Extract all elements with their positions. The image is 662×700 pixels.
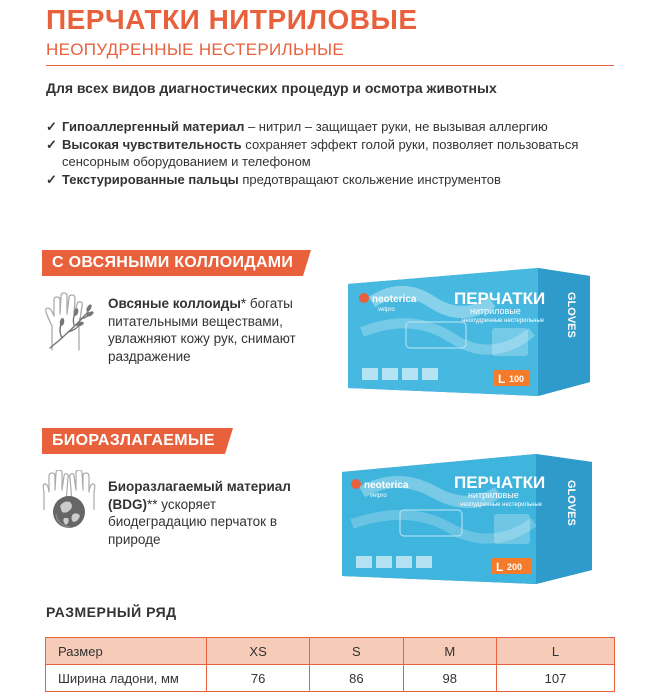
intro-text: Для всех видов диагностических процедур и осмотра животных	[46, 80, 497, 96]
box-count: 100	[509, 374, 525, 384]
table-header-cell: XS	[207, 638, 310, 665]
section-banner-bio: БИОРАЗЛАГАЕМЫЕ	[42, 428, 225, 454]
title-divider	[46, 65, 614, 66]
bio-description	[108, 478, 318, 548]
feature-item	[46, 118, 606, 135]
checkmark-icon: ✓	[46, 172, 57, 187]
oat-description-title: Овсяные коллоиды	[108, 296, 241, 311]
size-table-header-row	[46, 638, 615, 665]
table-header-cell: L	[496, 638, 614, 665]
feature-item	[46, 171, 606, 188]
checkmark-icon: ✓	[46, 137, 57, 152]
box-subtitle: нитриловые	[468, 490, 519, 500]
feature-item	[46, 136, 606, 170]
box-size: L	[498, 372, 506, 386]
oat-description	[108, 295, 338, 365]
box-side-text: GLOVES	[565, 292, 577, 338]
feature-title: Текстурированные пальцы	[62, 172, 239, 187]
box-count: 200	[507, 562, 523, 572]
bio-description-title: Биоразлагаемый материал (BDG)	[108, 479, 291, 512]
product-box-bio	[338, 448, 592, 586]
page-subtitle: НЕОПУДРЕННЫЕ НЕСТЕРИЛЬНЫЕ	[46, 40, 345, 59]
box-title: ПЕРЧАТКИ	[454, 289, 546, 308]
table-cell: 76	[207, 665, 310, 692]
feature-title: Гипоаллергенный материал	[62, 119, 245, 134]
size-table	[45, 637, 615, 692]
size-table-row	[46, 665, 615, 692]
page-title: ПЕРЧАТКИ НИТРИЛОВЫЕ	[46, 4, 418, 35]
box-brand: neoterica	[372, 294, 417, 305]
table-cell: 86	[310, 665, 403, 692]
box-brand-sub: vetpro	[370, 493, 387, 499]
biodegradable-glove-icon	[40, 470, 98, 530]
box-subtitle2: неопудренные нестерильные	[462, 318, 545, 324]
product-box-oat	[342, 262, 590, 398]
box-brand: neoterica	[364, 480, 409, 491]
feature-text: – нитрил – защищает руки, не вызывая аллергию	[244, 119, 548, 134]
table-cell: 98	[403, 665, 496, 692]
table-cell: Ширина ладони, мм	[46, 665, 207, 692]
size-section-title: РАЗМЕРНЫЙ РЯД	[46, 604, 177, 620]
checkmark-icon: ✓	[46, 119, 57, 134]
section-banner-oat: С ОВСЯНЫМИ КОЛЛОИДАМИ	[42, 250, 303, 276]
box-subtitle2: неопудренные нестерильные	[460, 502, 543, 508]
oat-glove-icon	[42, 292, 100, 352]
table-cell: 107	[496, 665, 614, 692]
table-header-cell: M	[403, 638, 496, 665]
feature-list	[46, 118, 606, 189]
oat-description-text: * богаты питательными веществами, увлажняют кожу рук, снимают раздражение	[108, 296, 296, 364]
feature-title: Высокая чувствительность	[62, 137, 242, 152]
box-subtitle: нитриловые	[470, 306, 521, 316]
box-title: ПЕРЧАТКИ	[454, 473, 546, 492]
table-header-cell: Размер	[46, 638, 207, 665]
feature-text: предотвращают скольжение инструментов	[238, 172, 501, 187]
table-header-cell: S	[310, 638, 403, 665]
box-side-text: GLOVES	[565, 480, 577, 526]
box-size: L	[496, 560, 504, 574]
bio-description-text: ** ускоряет биодеградацию перчаток в природе	[108, 496, 277, 547]
box-brand-sub: vetpro	[378, 307, 395, 313]
feature-text: сохраняет эффект голой руки, позволяет пользоваться сенсорным оборудованием и телефоном	[62, 137, 579, 169]
